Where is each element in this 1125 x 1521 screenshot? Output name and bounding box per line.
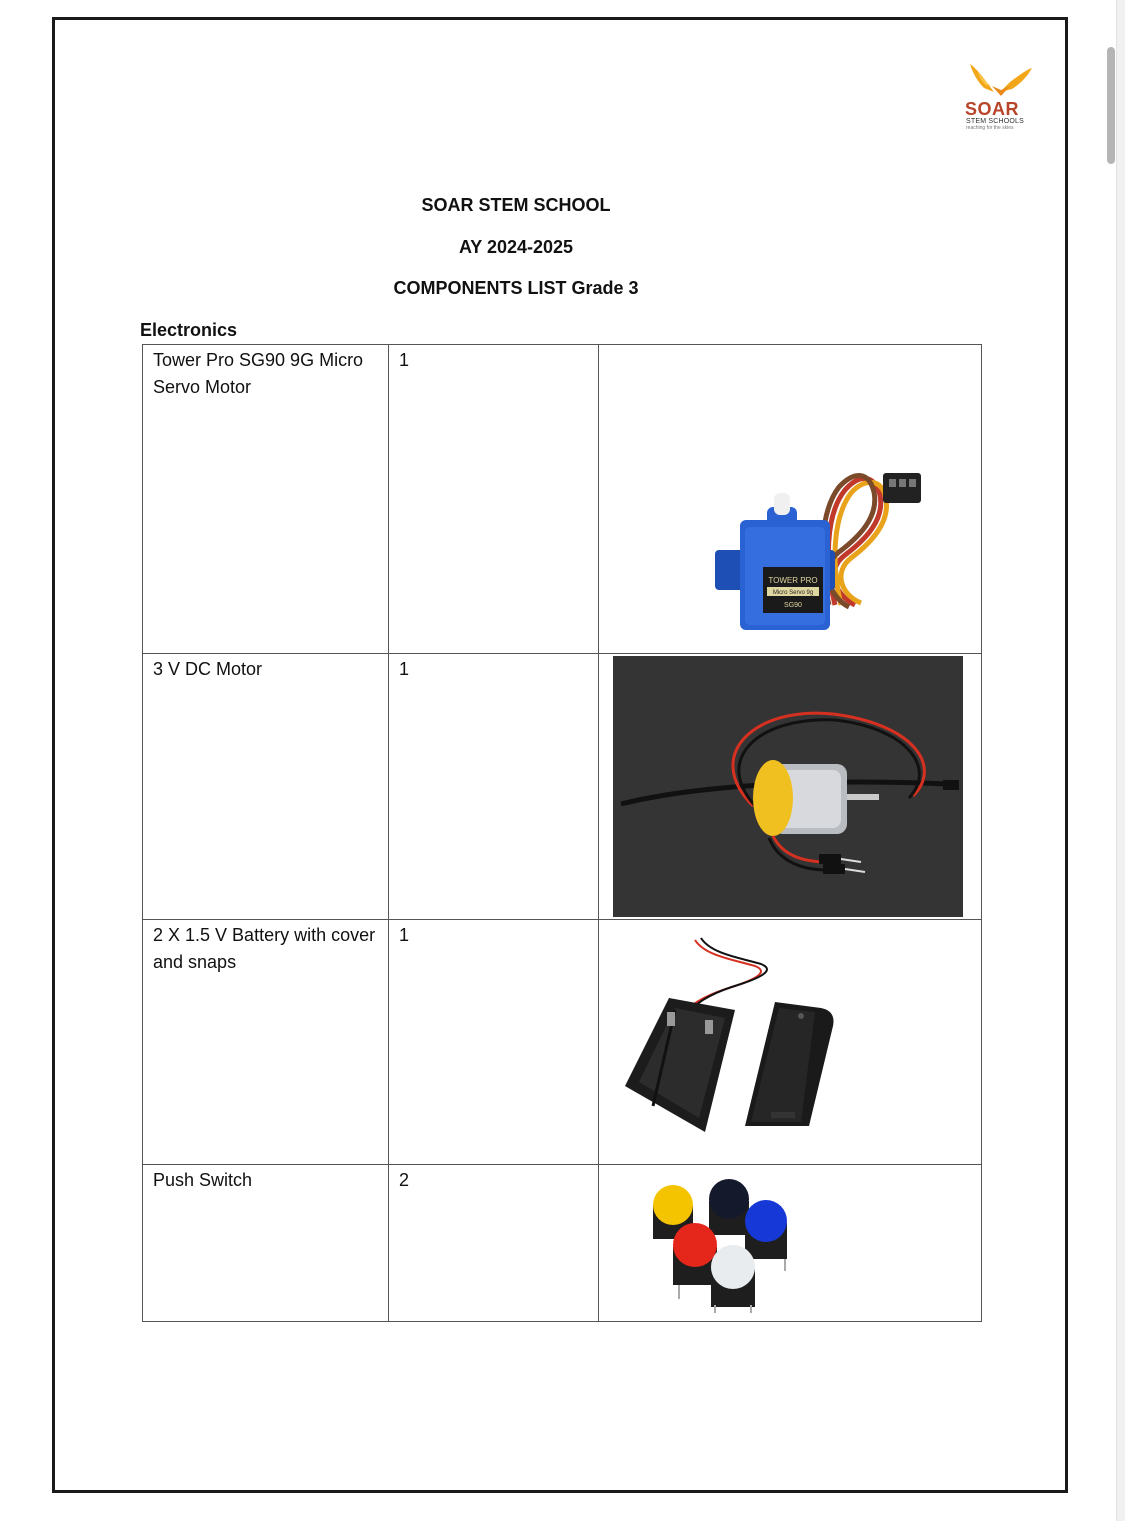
push-buttons-photo — [639, 1175, 799, 1315]
image-cell — [599, 1165, 982, 1322]
school-logo — [962, 62, 1038, 134]
component-name-cell — [143, 345, 389, 654]
logo-tagline: reaching for the skies — [966, 125, 1014, 131]
eagle-icon — [966, 62, 1036, 100]
component-qty: 1 — [399, 659, 410, 679]
component-name-cell — [143, 654, 389, 920]
scrollbar-thumb[interactable] — [1107, 47, 1115, 164]
quantity-cell — [389, 654, 599, 920]
logo-wordmark: SOAR — [965, 99, 1020, 119]
image-cell — [599, 920, 982, 1165]
svg-text:TOWER PRO: TOWER PRO — [768, 576, 818, 585]
school-name: SOAR STEM SCHOOL — [421, 195, 611, 215]
table-row — [143, 1165, 982, 1322]
servo-motor-photo — [685, 445, 935, 641]
svg-text:SG90: SG90 — [784, 602, 802, 609]
image-cell — [599, 345, 982, 654]
table-row — [143, 654, 982, 920]
battery-holder-photo — [615, 936, 851, 1142]
scrollbar-track[interactable] — [1116, 0, 1125, 1521]
component-qty: 2 — [399, 1170, 410, 1190]
table-row — [143, 920, 982, 1165]
component-name: Tower Pro SG90 9G Micro Servo Motor — [153, 350, 364, 397]
table-row — [143, 345, 982, 654]
component-name: 3 V DC Motor — [153, 659, 263, 679]
component-name-cell — [143, 1165, 389, 1322]
dc-motor-photo — [613, 656, 963, 917]
academic-year: AY 2024-2025 — [458, 237, 574, 257]
component-name-cell — [143, 920, 389, 1165]
quantity-cell — [389, 920, 599, 1165]
components-table — [142, 344, 982, 1322]
image-cell — [599, 654, 982, 920]
quantity-cell — [389, 345, 599, 654]
component-name: Push Switch — [153, 1170, 253, 1190]
component-name: 2 X 1.5 V Battery with cover and snaps — [153, 925, 376, 972]
list-title: COMPONENTS LIST Grade 3 — [393, 278, 639, 298]
section-title: Electronics — [140, 320, 238, 340]
component-qty: 1 — [399, 350, 410, 370]
logo-subtitle: STEM SCHOOLS — [966, 118, 1025, 125]
quantity-cell — [389, 1165, 599, 1322]
component-qty: 1 — [399, 925, 410, 945]
svg-text:Micro Servo 9g: Micro Servo 9g — [772, 590, 814, 596]
